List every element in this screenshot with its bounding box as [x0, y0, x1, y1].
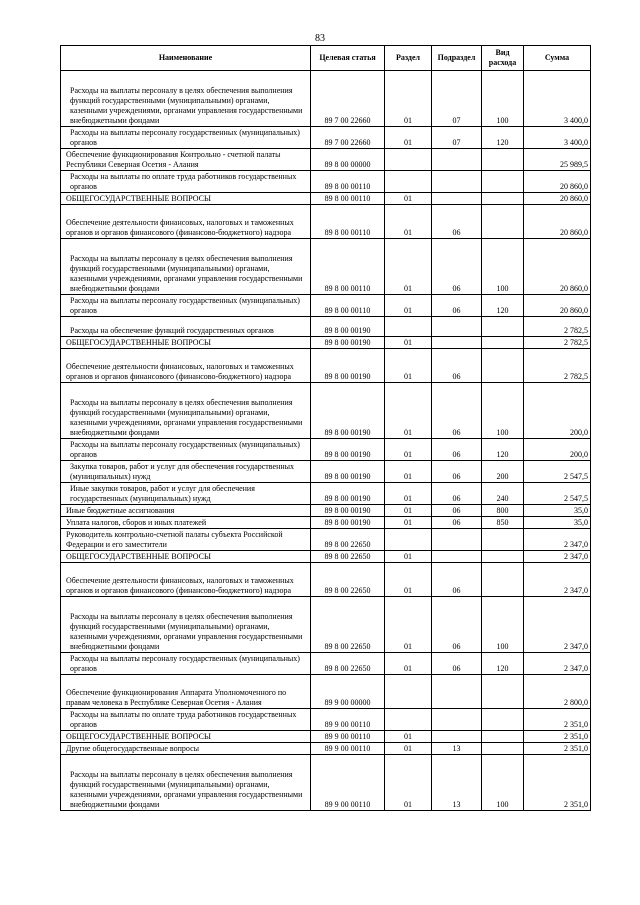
row-expense-type	[482, 529, 524, 551]
row-name: Расходы на выплаты по оплате труда работников государственных органов	[61, 171, 311, 193]
row-target: 89 9 00 00110	[311, 709, 385, 731]
row-expense-type: 100	[482, 383, 524, 439]
row-amount: 25 989,5	[524, 149, 591, 171]
row-section: 01	[385, 71, 432, 127]
row-subsection	[432, 317, 482, 337]
row-subsection: 06	[432, 205, 482, 239]
row-target: 89 8 00 22650	[311, 529, 385, 551]
row-section: 01	[385, 383, 432, 439]
header-subsection: Подраздел	[432, 46, 482, 71]
row-name: ОБЩЕГОСУДАРСТВЕННЫЕ ВОПРОСЫ	[61, 337, 311, 349]
row-subsection	[432, 193, 482, 205]
row-section	[385, 709, 432, 731]
row-expense-type	[482, 743, 524, 755]
header-name: Наименование	[61, 46, 311, 71]
row-expense-type	[482, 171, 524, 193]
table-row	[61, 505, 591, 517]
row-section	[385, 171, 432, 193]
row-section: 01	[385, 731, 432, 743]
row-amount: 35,0	[524, 517, 591, 529]
row-section	[385, 675, 432, 709]
row-name: Обеспечение деятельности финансовых, налоговых и таможенных органов и органов финансового (финансово-бюджетного) надзора	[61, 349, 311, 383]
row-section: 01	[385, 337, 432, 349]
row-target: 89 8 00 00190	[311, 337, 385, 349]
row-name: Уплата налогов, сборов и иных платежей	[61, 517, 311, 529]
row-subsection: 13	[432, 755, 482, 811]
row-amount: 2 351,0	[524, 743, 591, 755]
row-subsection: 06	[432, 239, 482, 295]
row-amount: 200,0	[524, 383, 591, 439]
table-row	[61, 127, 591, 149]
row-target: 89 9 00 00110	[311, 743, 385, 755]
table-row	[61, 551, 591, 563]
row-name: Руководитель контрольно-счетной палаты субъекта Российской Федерации и его заместители	[61, 529, 311, 551]
row-expense-type	[482, 675, 524, 709]
row-target: 89 7 00 22660	[311, 71, 385, 127]
row-expense-type	[482, 205, 524, 239]
row-amount: 3 400,0	[524, 127, 591, 149]
row-section: 01	[385, 743, 432, 755]
row-subsection	[432, 709, 482, 731]
table-row	[61, 529, 591, 551]
row-section: 01	[385, 295, 432, 317]
table-header	[61, 46, 591, 71]
row-subsection	[432, 731, 482, 743]
table-row	[61, 731, 591, 743]
table-row	[61, 563, 591, 597]
row-section: 01	[385, 597, 432, 653]
row-target: 89 8 00 00190	[311, 317, 385, 337]
table-row	[61, 295, 591, 317]
row-section: 01	[385, 653, 432, 675]
row-target: 89 9 00 00000	[311, 675, 385, 709]
row-amount: 2 347,0	[524, 597, 591, 653]
row-name: Закупка товаров, работ и услуг для обеспечения государственных (муниципальных) нужд	[61, 461, 311, 483]
table-row	[61, 461, 591, 483]
row-name: Обеспечение функционирования Аппарата Уполномоченного по правам человека в Республике Северная Осетия - Алания	[61, 675, 311, 709]
row-name: Иные бюджетные ассигнования	[61, 505, 311, 517]
row-expense-type	[482, 337, 524, 349]
row-name: Расходы на выплаты персоналу государственных (муниципальных) органов	[61, 653, 311, 675]
row-expense-type: 850	[482, 517, 524, 529]
row-amount: 2 347,0	[524, 563, 591, 597]
row-subsection: 06	[432, 383, 482, 439]
row-name: Расходы на обеспечение функций государственных органов	[61, 317, 311, 337]
row-amount: 20 860,0	[524, 295, 591, 317]
row-subsection: 06	[432, 563, 482, 597]
table-row	[61, 439, 591, 461]
row-subsection: 06	[432, 653, 482, 675]
row-amount: 35,0	[524, 505, 591, 517]
row-target: 89 8 00 00000	[311, 149, 385, 171]
table-row	[61, 517, 591, 529]
table-row	[61, 383, 591, 439]
row-amount: 20 860,0	[524, 171, 591, 193]
row-name: ОБЩЕГОСУДАРСТВЕННЫЕ ВОПРОСЫ	[61, 551, 311, 563]
table-row	[61, 239, 591, 295]
row-amount: 20 860,0	[524, 239, 591, 295]
row-name: Расходы на выплаты персоналу государственных (муниципальных) органов	[61, 127, 311, 149]
row-name: Другие общегосударственные вопросы	[61, 743, 311, 755]
row-section: 01	[385, 483, 432, 505]
table-row	[61, 483, 591, 505]
row-target: 89 8 00 00190	[311, 383, 385, 439]
table-row	[61, 597, 591, 653]
row-name: Расходы на выплаты персоналу государственных (муниципальных) органов	[61, 295, 311, 317]
row-expense-type: 120	[482, 439, 524, 461]
header-target: Целевая статья	[311, 46, 385, 71]
row-amount: 2 782,5	[524, 317, 591, 337]
row-target: 89 9 00 00110	[311, 731, 385, 743]
row-amount: 20 860,0	[524, 193, 591, 205]
row-subsection: 06	[432, 349, 482, 383]
row-target: 89 8 00 22650	[311, 653, 385, 675]
row-expense-type	[482, 349, 524, 383]
table-row	[61, 675, 591, 709]
row-subsection	[432, 551, 482, 563]
row-amount: 2 547,5	[524, 461, 591, 483]
row-name: Иные закупки товаров, работ и услуг для обеспечения государственных (муниципальных) нужд	[61, 483, 311, 505]
budget-table	[60, 45, 591, 811]
row-subsection: 06	[432, 517, 482, 529]
row-expense-type: 100	[482, 239, 524, 295]
row-expense-type	[482, 709, 524, 731]
row-amount: 2 347,0	[524, 653, 591, 675]
row-amount: 20 860,0	[524, 205, 591, 239]
row-target: 89 8 00 00190	[311, 505, 385, 517]
header-expense-type: Вид расхода	[482, 46, 524, 71]
row-section	[385, 149, 432, 171]
row-subsection: 07	[432, 127, 482, 149]
row-name: Расходы на выплаты персоналу государственных (муниципальных) органов	[61, 439, 311, 461]
row-expense-type	[482, 149, 524, 171]
row-expense-type: 100	[482, 755, 524, 811]
row-section: 01	[385, 505, 432, 517]
row-amount: 200,0	[524, 439, 591, 461]
row-expense-type: 100	[482, 71, 524, 127]
row-name: Расходы на выплаты персоналу в целях обеспечения выполнения функций государственными (муниципальными) органами, казенными учреждениями, органами управления государственными внебюджетными фондами	[61, 239, 311, 295]
row-name: Расходы на выплаты персоналу в целях обеспечения выполнения функций государственными (муниципальными) органами, казенными учреждениями, органами управления государственными внебюджетными фондами	[61, 383, 311, 439]
row-expense-type	[482, 317, 524, 337]
row-amount: 2 547,5	[524, 483, 591, 505]
row-subsection: 06	[432, 483, 482, 505]
row-name: Расходы на выплаты по оплате труда работников государственных органов	[61, 709, 311, 731]
row-amount: 2 782,5	[524, 349, 591, 383]
row-section: 01	[385, 193, 432, 205]
table-row	[61, 709, 591, 731]
row-section: 01	[385, 349, 432, 383]
row-name: Обеспечение функционирования Контрольно - счетной палаты Республики Северная Осетия - Алания	[61, 149, 311, 171]
table-row	[61, 743, 591, 755]
row-subsection: 06	[432, 505, 482, 517]
row-name: ОБЩЕГОСУДАРСТВЕННЫЕ ВОПРОСЫ	[61, 193, 311, 205]
row-section: 01	[385, 755, 432, 811]
row-target: 89 8 00 00110	[311, 205, 385, 239]
row-subsection: 06	[432, 597, 482, 653]
row-subsection: 07	[432, 71, 482, 127]
table-row	[61, 149, 591, 171]
table-row	[61, 205, 591, 239]
row-name: Расходы на выплаты персоналу в целях обеспечения выполнения функций государственными (муниципальными) органами, казенными учреждениями, органами управления государственными внебюджетными фондами	[61, 755, 311, 811]
page-number: 83	[315, 33, 325, 44]
row-name: Расходы на выплаты персоналу в целях обеспечения выполнения функций государственными (муниципальными) органами, казенными учреждениями, органами управления государственными внебюджетными фондами	[61, 71, 311, 127]
row-section: 01	[385, 517, 432, 529]
row-subsection	[432, 337, 482, 349]
row-target: 89 8 00 00190	[311, 517, 385, 529]
row-expense-type: 200	[482, 461, 524, 483]
row-subsection: 13	[432, 743, 482, 755]
table-row	[61, 653, 591, 675]
row-expense-type	[482, 563, 524, 597]
row-amount: 2 351,0	[524, 731, 591, 743]
row-subsection	[432, 529, 482, 551]
row-subsection	[432, 149, 482, 171]
row-target: 89 8 00 00190	[311, 349, 385, 383]
row-target: 89 8 00 00110	[311, 193, 385, 205]
row-section: 01	[385, 551, 432, 563]
table-row	[61, 317, 591, 337]
row-expense-type: 100	[482, 597, 524, 653]
row-section: 01	[385, 439, 432, 461]
row-name: ОБЩЕГОСУДАРСТВЕННЫЕ ВОПРОСЫ	[61, 731, 311, 743]
row-target: 89 8 00 22650	[311, 563, 385, 597]
row-subsection: 06	[432, 295, 482, 317]
row-expense-type: 120	[482, 295, 524, 317]
row-subsection: 06	[432, 439, 482, 461]
row-amount: 2 351,0	[524, 709, 591, 731]
row-target: 89 8 00 00110	[311, 171, 385, 193]
row-subsection	[432, 675, 482, 709]
row-section: 01	[385, 563, 432, 597]
row-expense-type: 120	[482, 127, 524, 149]
row-target: 89 8 00 22650	[311, 551, 385, 563]
table-row	[61, 71, 591, 127]
row-subsection	[432, 171, 482, 193]
row-subsection: 06	[432, 461, 482, 483]
row-section: 01	[385, 461, 432, 483]
row-section: 01	[385, 239, 432, 295]
row-expense-type	[482, 193, 524, 205]
row-target: 89 8 00 00190	[311, 461, 385, 483]
table-body	[61, 71, 591, 811]
row-expense-type	[482, 551, 524, 563]
row-amount: 2 351,0	[524, 755, 591, 811]
table-row	[61, 337, 591, 349]
row-target: 89 8 00 00110	[311, 295, 385, 317]
table-row	[61, 171, 591, 193]
row-section	[385, 529, 432, 551]
row-section	[385, 317, 432, 337]
row-amount: 2 800,0	[524, 675, 591, 709]
row-target: 89 7 00 22660	[311, 127, 385, 149]
row-expense-type: 800	[482, 505, 524, 517]
row-name: Расходы на выплаты персоналу в целях обеспечения выполнения функций государственными (муниципальными) органами, казенными учреждениями, органами управления государственными внебюджетными фондами	[61, 597, 311, 653]
header-section: Раздел	[385, 46, 432, 71]
row-amount: 2 347,0	[524, 529, 591, 551]
table-row	[61, 349, 591, 383]
row-section: 01	[385, 205, 432, 239]
row-target: 89 9 00 00110	[311, 755, 385, 811]
table-row	[61, 193, 591, 205]
row-expense-type: 240	[482, 483, 524, 505]
row-expense-type: 120	[482, 653, 524, 675]
row-target: 89 8 00 00190	[311, 483, 385, 505]
row-amount: 3 400,0	[524, 71, 591, 127]
header-amount: Сумма	[524, 46, 591, 71]
row-amount: 2 782,5	[524, 337, 591, 349]
row-name: Обеспечение деятельности финансовых, налоговых и таможенных органов и органов финансового (финансово-бюджетного) надзора	[61, 205, 311, 239]
row-target: 89 8 00 00110	[311, 239, 385, 295]
row-amount: 2 347,0	[524, 551, 591, 563]
row-name: Обеспечение деятельности финансовых, налоговых и таможенных органов и органов финансового (финансово-бюджетного) надзора	[61, 563, 311, 597]
row-expense-type	[482, 731, 524, 743]
row-target: 89 8 00 22650	[311, 597, 385, 653]
table-row	[61, 755, 591, 811]
row-target: 89 8 00 00190	[311, 439, 385, 461]
row-section: 01	[385, 127, 432, 149]
